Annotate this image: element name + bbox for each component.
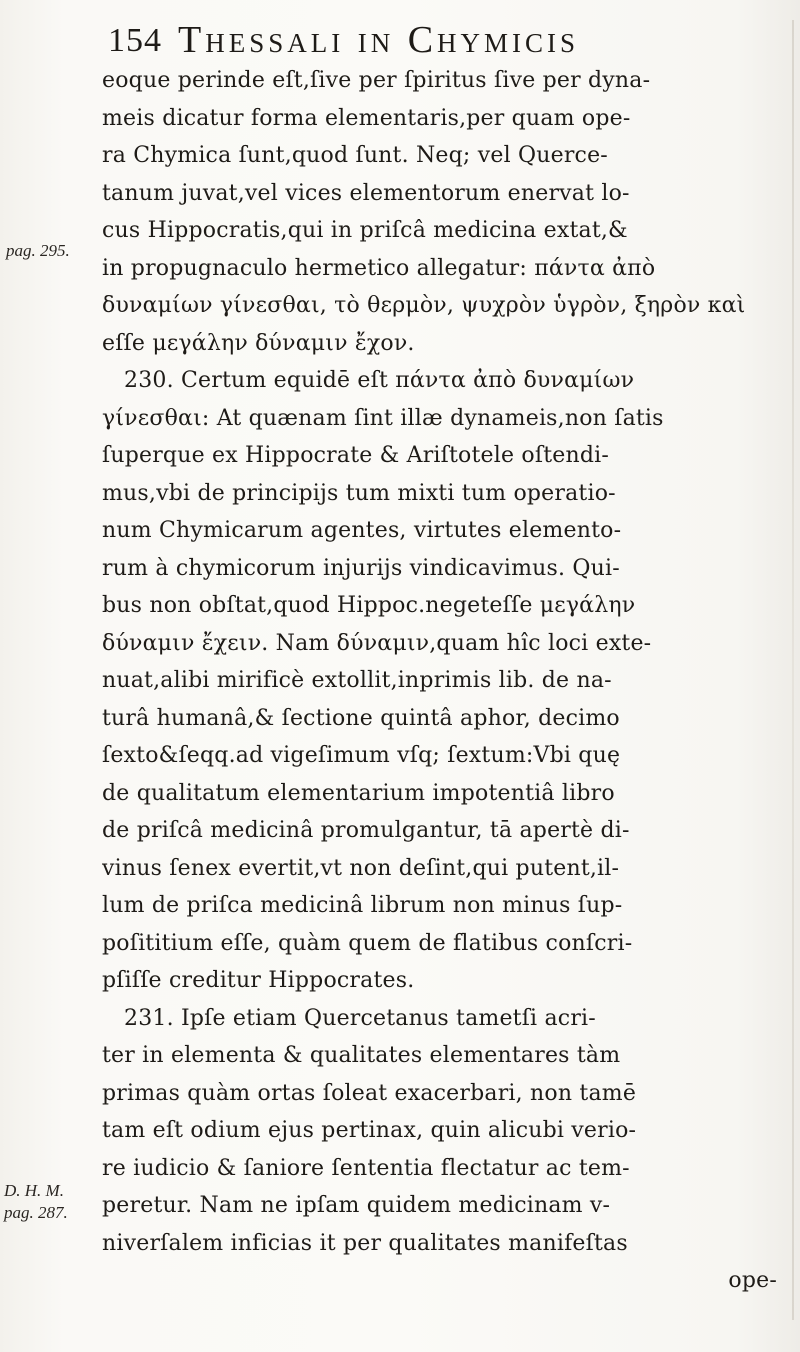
text-line: niverſalem inficias it per qualitates manifeſtas [102,1230,628,1256]
text-line: in propugnaculo hermetico allegatur: πάντα ἀπὸ [102,255,656,281]
text-line: de qualitatum elementarium impotentiâ libro [102,780,615,806]
text-line: bus non obſtat,quod Hippoc.negeteſſe μεγάλην [102,593,636,618]
text-line: rum à chymicorum injurijs vindicavimus. Qui- [102,555,620,581]
body-text [102,62,777,1300]
text-line: eoque perinde eſt,ſive per ſpiritus ſive per dyna- [102,68,651,93]
text-line: ſexto&ſeqq.ad vigeſimum vſq; ſextum:Vbi quę [102,743,621,768]
text-line: de priſcâ medicinâ promulgantur, tā apertè di- [102,818,630,843]
margin-note-ref-2-line-2: pag. 287. [4,1203,68,1222]
text-line: ſuperque ex Hippocrate & Ariſtotele oſtendi- [102,443,609,468]
margin-note-ref-2 [4,1180,68,1224]
text-line: primas quàm ortas ſoleat exacerbari, non tamē [102,1080,637,1106]
text-line: meis dicatur forma elementaris,per quam ope- [102,105,631,131]
text-line: cus Hippocratis,qui in priſcâ medicina extat,& [102,218,628,243]
paragraph-231-start: 231. Ipſe etiam Quercetanus tametſi acri- [124,1005,596,1031]
margin-note-ref-1: pag. 295. [6,241,70,260]
text-line: tam eſt odium ejus pertinax, quin alicubi verio- [102,1118,637,1143]
text-line: tanum juvat,vel vices elementorum enervat lo- [102,180,630,206]
text-line: num Chymicarum agentes, virtutes elemento- [102,518,622,543]
catchword: ope- [728,1268,777,1293]
paragraph-230-start: 230. Certum equidē eſt πάντα ἀπὸ δυναμίων [124,368,635,393]
page-edge-shadow [792,20,794,1320]
text-line: eſſe μεγάλην δύναμιν ἔχον. [102,330,415,356]
running-title: Thessali in Chymicis [178,19,580,61]
margin-note-ref-2-line-1: D. H. M. [4,1181,64,1200]
text-line-greek: δυναμίων γίνεσθαι, τὸ θερμὸν, ψυχρὸν ὑγρὸν, ξηρὸν καὶ [102,293,746,318]
text-line: pſiſſe creditur Hippocrates. [102,968,415,993]
page-number: 154 [108,22,162,59]
text-line: ra Chymica ſunt,quod ſunt. Neq; vel Querce- [102,143,608,168]
text-line: re iudicio & ſaniore ſententia flectatur ac tem- [102,1155,630,1181]
text-line: δύναμιν ἔχειν. Nam δύναμιν,quam hîc loci exte- [102,630,652,656]
text-line: lum de priſca medicinâ librum non minus ſup- [102,893,623,918]
text-line: vinus ſenex evertit,vt non deſint,qui putent,il- [102,855,620,881]
text-line: mus,vbi de principijs tum mixti tum operatio- [102,480,616,506]
text-line: γίνεσθαι: At quænam ſint illæ dynameis,non ſatis [102,405,664,431]
text-line: poſititium eſſe, quàm quem de flatibus conſcri- [102,930,633,956]
text-line: nuat,alibi mirificè extollit,inprimis lib. de na- [102,668,612,693]
text-line: ter in elementa & qualitates elementares tàm [102,1043,621,1068]
text-line: turâ humanâ,& ſectione quintâ aphor, decimo [102,705,620,731]
text-line: peretur. Nam ne ipſam quidem medicinam v- [102,1193,611,1218]
page-header [108,18,768,62]
